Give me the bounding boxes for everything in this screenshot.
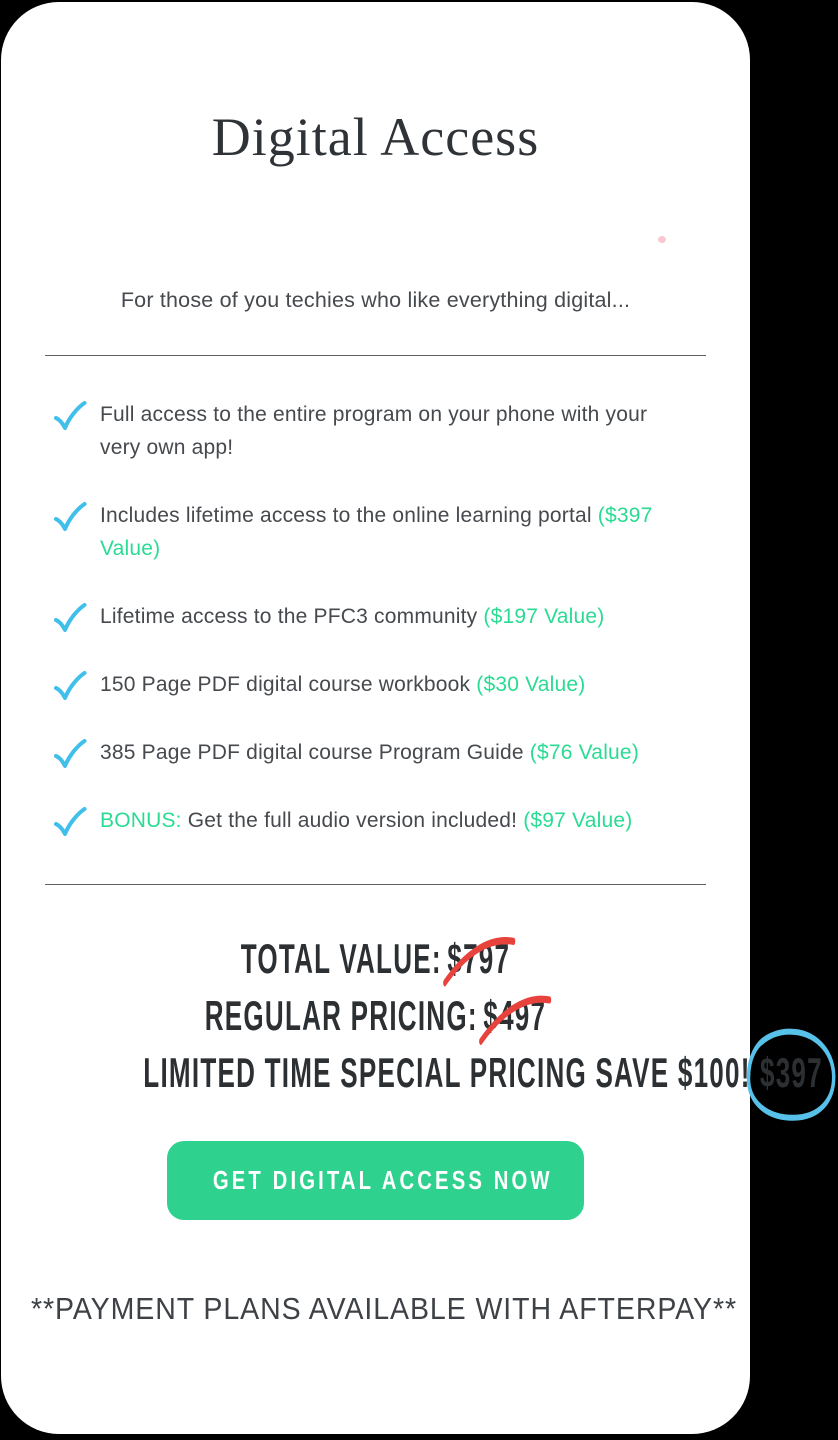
pink-artifact-dot [658,236,666,243]
value-highlight: ($30 Value) [476,673,586,696]
regular-pricing-price: $497 [483,987,546,1044]
value-highlight: ($197 Value) [483,605,605,628]
checkmark-icon [53,502,87,532]
value-highlight: BONUS: [100,809,182,832]
checklist-item-text [100,398,665,464]
value-highlight: ($97 Value) [523,809,633,832]
checklist-item [53,736,710,769]
total-value-label: TOTAL VALUE: [240,935,442,982]
item-label: Get the full audio version included! [181,809,524,832]
cta-row [1,1141,750,1220]
item-label: 150 Page PDF digital course workbook [100,673,477,696]
special-pricing-line [143,1044,823,1101]
special-pricing-price: $397 [756,1044,826,1101]
checkmark-icon [53,807,87,837]
item-label: Lifetime access to the PFC3 community [100,605,484,628]
checklist-item-text [100,804,632,837]
payment-plans-note: **PAYMENT PLANS AVAILABLE WITH AFTERPAY** [30,1291,738,1326]
cta-button-label: GET DIGITAL ACCESS NOW [212,1165,553,1195]
special-pricing-label: LIMITED TIME SPECIAL PRICING SAVE $100! [143,1049,751,1096]
checklist-item [53,668,710,701]
value-highlight: ($76 Value) [529,741,640,764]
regular-pricing-line [143,987,607,1044]
divider-bottom [45,884,706,885]
checklist-item [53,499,710,565]
regular-pricing-label: REGULAR PRICING: [204,992,478,1039]
pricing-section [1,930,823,1101]
checkmark-icon [53,739,87,769]
value-highlight: ($397 Value) [100,504,653,560]
checklist-item [53,804,710,837]
item-label: Includes lifetime access to the online learning portal [100,504,598,527]
checkmark-icon [53,671,87,701]
checklist-item [53,600,710,633]
page-title: Digital Access [211,107,540,167]
checklist [53,398,710,872]
total-value-price: $797 [447,930,510,987]
pricing-card [1,2,823,1434]
checklist-item-text [100,736,639,769]
divider-top [45,355,706,356]
checklist-item-text [100,600,605,633]
checkmark-icon [53,603,87,633]
checklist-item-text [100,499,665,565]
get-digital-access-button[interactable] [167,1141,584,1220]
checklist-item [53,398,710,464]
checklist-item-text [100,668,585,701]
checkmark-icon [53,401,87,431]
card-subtitle: For those of you techies who like everything digital... [120,288,631,312]
item-label: 385 Page PDF digital course Program Guide [100,741,530,764]
total-value-line [143,930,607,987]
item-label: Full access to the entire program on your phone with your very own app! [100,403,648,459]
